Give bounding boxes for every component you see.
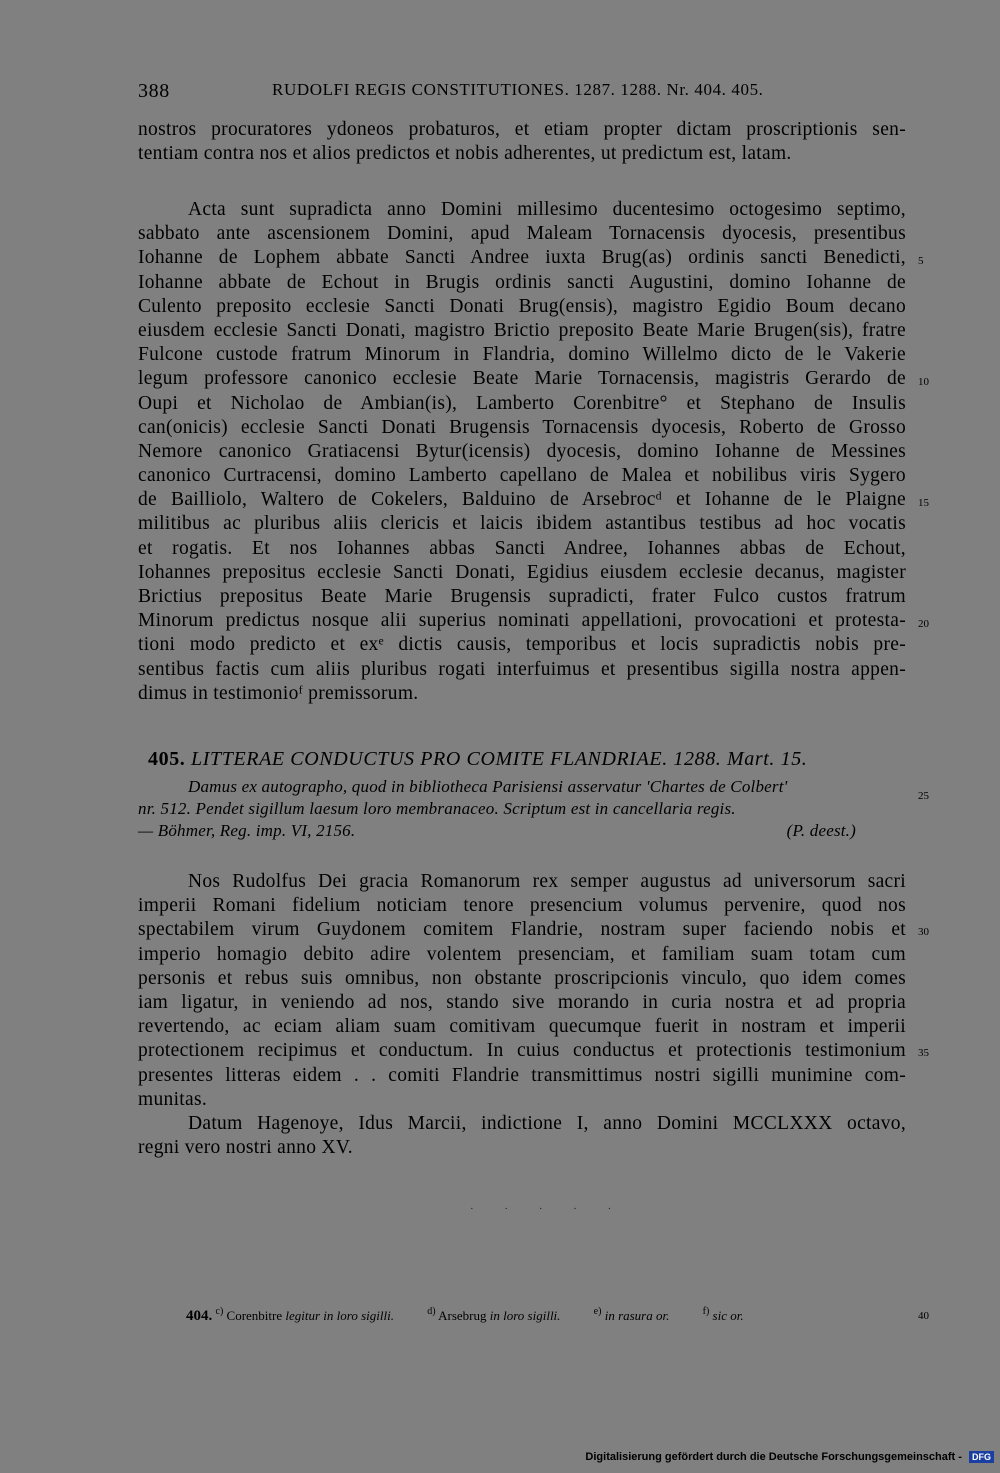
text-line: spectabilem virum Guydonem comitem Flandrie, nostram super faciendo nobis et	[138, 919, 906, 941]
line-number: 35	[918, 1047, 929, 1059]
text-line: can(onicis) ecclesie Sancti Donati Brugensis Tornacensis dyocesis, Roberto de Grosso	[138, 416, 906, 438]
text-line: imperii Romani fidelium noticiam tenore presencium volumus pervenire, quod nos	[138, 895, 906, 917]
text-line: imperio homagio debito adire volentem presenciam, et familiam suam totam cum	[138, 943, 906, 965]
ornament-dots: · · · · ·	[470, 1203, 626, 1215]
text-line: presentes litteras eidem . . comiti Flandrie transmittimus nostri sigilli munimine com-	[138, 1064, 906, 1086]
text-line: protectionem recipimus et conductum. In cuius conductus et protectionis testimonium	[138, 1040, 906, 1062]
text-line: tioni modo predicto et exᵉ dictis causis, temporibus et locis supradictis nobis pre-	[138, 634, 906, 656]
source-edition-note: (P. deest.)	[786, 821, 856, 840]
text-line: Iohanne abbate de Echout in Brugis ordinis sancti Augustini, domino Iohanne de	[138, 271, 906, 293]
text-line: nostros procuratores ydoneos probaturos, et etiam propter dictam proscriptionis sen-	[138, 119, 906, 140]
text-line: Iohannes prepositus ecclesie Sancti Donati, Egidius eiusdem ecclesie decanus, magister	[138, 561, 906, 583]
line-number: 20	[918, 618, 929, 630]
text-line: Nemore canonico Gratiacensi Bytur(icensis) dyocesis, domino Iohanne de Messines	[138, 440, 906, 462]
document-number: 405.	[148, 748, 186, 770]
text-line: militibus ac pluribus aliis clericis et laicis ibidem astantibus testibus ad hoc vocatis	[138, 513, 906, 535]
text-line: Acta sunt supradicta anno Domini millesimo ducentesimo octogesimo septimo,	[188, 199, 906, 220]
text-line: sabbato ante ascensionem Domini, apud Maleam Tornacensis dyocesis, presentibus	[138, 223, 906, 245]
text-line: Culento preposito ecclesie Sancti Donati Brug(ensis), magistro Egidio Boum decano	[138, 295, 906, 317]
document-heading	[148, 748, 908, 771]
footnote: $^{f)}$ sic or.	[702, 1306, 744, 1323]
source-line: Damus ex autographo, quod in bibliotheca Parisiensi asservatur 'Chartes de Colbert'	[188, 777, 788, 796]
text-line: Iohanne de Lophem abbate Sancti Andree iuxta Brug(as) ordinis sancti Benedicti,	[138, 247, 906, 269]
text-line: munitas.	[138, 1088, 208, 1110]
credit-text: Digitalisierung gefördert durch die Deutsche Forschungsgemeinschaft -	[585, 1451, 962, 1463]
text-line: sentibus factis cum aliis pluribus rogati interfuimus et presentibus sigilla nostra appen-	[138, 658, 906, 680]
dfg-logo: DFG	[969, 1451, 994, 1463]
source-note	[138, 776, 906, 842]
line-number: 25	[918, 790, 929, 802]
text-line: de Bailliolo, Waltero de Cokelers, Balduino de Arsebrocᵈ et Iohanne de le Plaigne	[138, 489, 906, 511]
text-line: canonico Curtracensi, domino Lamberto capellano de Malea et nobilibus viris Sygero	[138, 465, 906, 487]
text-line: Brictius prepositus Beate Marie Brugensis supradicti, frater Fulco custos fratrum	[138, 586, 906, 607]
text-line: personis et rebus suis omnibus, non obstante proscripcionis vinculo, quo idem comes	[138, 967, 906, 989]
text-line: tentiam contra nos et alios predictos et nobis adherentes, ut predictum est, latam.	[138, 143, 792, 165]
line-number: 5	[918, 255, 924, 267]
funding-credit	[585, 1451, 994, 1465]
running-header	[138, 76, 908, 106]
text-line: dimus in testimonioᶠ premissorum.	[138, 682, 419, 704]
text-line: regni vero nostri anno XV.	[138, 1137, 353, 1159]
line-number: 15	[918, 497, 929, 509]
text-line: legum professore canonico ecclesie Beate Marie Tornacensis, magistris Gerardo de	[138, 368, 906, 390]
text-line: Datum Hagenoye, Idus Marcii, indictione I, anno Domini MCCLXXX octavo,	[188, 1112, 906, 1134]
page-number: 388	[138, 80, 170, 102]
text-line: Fulcone custode fratrum Minorum in Flandria, domino Willelmo dicto de le Vakerie	[138, 344, 906, 366]
footnote: $^{d)}$ Arsebrug in loro sigilli.	[427, 1306, 561, 1323]
footnote: $^{c)}$ Corenbitre legitur in loro sigilli.	[215, 1306, 394, 1323]
footnotes	[186, 1306, 929, 1325]
continued-text	[138, 118, 906, 166]
text-line: revertendo, ac eciam aliam suam comitivam quecumque fuerit in nostram et imperii	[138, 1016, 906, 1038]
line-number: 30	[918, 926, 929, 938]
document-title: LITTERAE CONDUCTUS PRO COMITE FLANDRIAE. 1288. Mart. 15.	[191, 748, 808, 770]
doc404-closing-text	[138, 198, 906, 706]
doc405-text	[138, 870, 906, 1160]
running-title: RUDOLFI REGIS CONSTITUTIONES. 1287. 1288. Nr. 404. 405.	[272, 80, 764, 99]
text-line: eiusdem ecclesie Sancti Donati, magistro Brictio preposito Beate Marie Brugen(sis), fratre	[138, 319, 906, 341]
line-number: 10	[918, 376, 929, 388]
text-line: Nos Rudolfus Dei gracia Romanorum rex semper augustus ad universorum sacri	[188, 871, 906, 892]
footnote-ref: 404.	[186, 1308, 213, 1324]
source-line: nr. 512. Pendet sigillum laesum loro membranaceo. Scriptum est in cancellaria regis.	[138, 799, 736, 818]
line-number: 40	[918, 1310, 929, 1322]
text-line: Minorum predictus nosque alii superius nominati appellationi, provocationi et protesta-	[138, 610, 906, 632]
text-line: iam ligatur, in veniendo ad nos, stando sive morando in curia nostra et ad propria	[138, 991, 906, 1013]
text-line: Oupi et Nicholao de Ambian(is), Lamberto Corenbitre° et Stephano de Insulis	[138, 392, 906, 414]
footnote: $^{e)}$ in rasura or.	[593, 1306, 670, 1323]
text-line: et rogatis. Et nos Iohannes abbas Sancti Andree, Iohannes abbas de Echout,	[138, 537, 906, 559]
source-line: — Böhmer, Reg. imp. VI, 2156.	[138, 821, 356, 840]
